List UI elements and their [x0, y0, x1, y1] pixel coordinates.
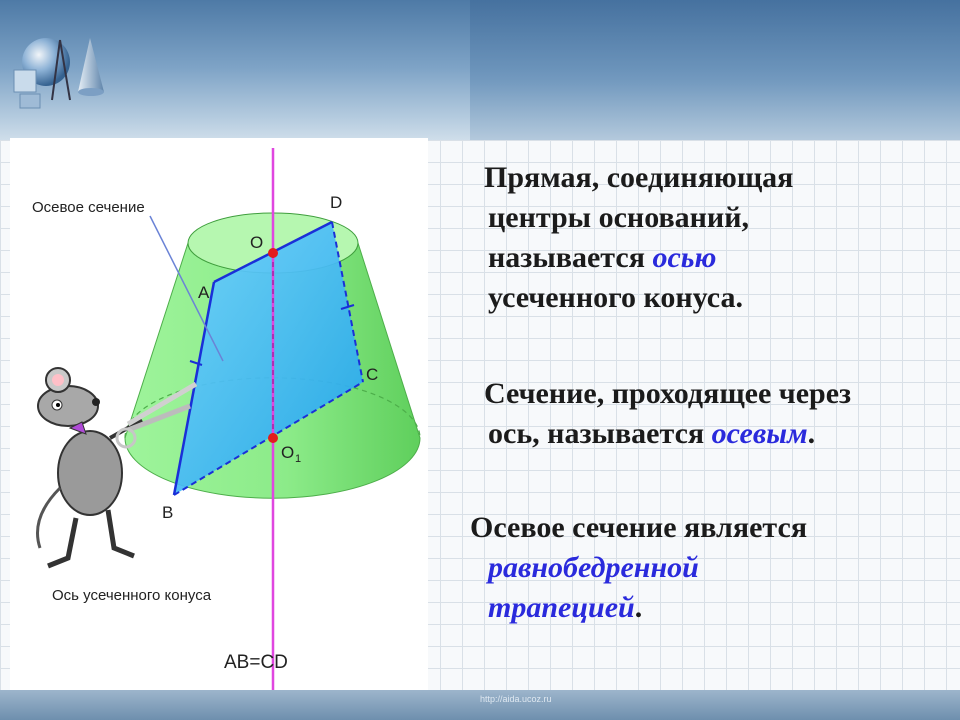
p1-line2: центры оснований, — [488, 201, 750, 234]
p1-line1: Прямая, соединяющая — [484, 161, 794, 194]
label-point-d: D — [330, 193, 343, 212]
label-axial-section: Осевое сечение — [32, 199, 145, 216]
p2-line2-end: . — [807, 417, 816, 450]
p1-line3 — [440, 238, 950, 278]
p1-line4: усеченного конуса. — [488, 281, 743, 314]
paragraph-axial-section-definition — [440, 374, 950, 454]
paragraph-axis-definition — [440, 158, 950, 318]
figure-panel — [10, 138, 428, 690]
p3-line2 — [440, 548, 950, 588]
p2-line2-text: ось, называется — [488, 417, 712, 450]
label-point-b: B — [162, 503, 174, 522]
point-o — [268, 248, 278, 258]
footer-site-url: http://aida.ucoz.ru — [480, 694, 552, 704]
p2-line2 — [440, 414, 950, 454]
formula-ab-cd: AB=CD — [224, 652, 288, 673]
label-point-a: A — [198, 283, 210, 302]
geometry-logo-icon — [8, 30, 118, 115]
term-trapezoid: трапецией — [488, 591, 635, 624]
p1-line3-text: называется — [488, 241, 653, 274]
p2-line1: Сечение, проходящее через — [484, 377, 852, 410]
p3-line3-end: . — [634, 591, 643, 624]
header-overlay — [470, 0, 960, 150]
term-axial: осевым — [711, 417, 808, 450]
footer-bar — [0, 690, 960, 720]
term-isosceles: равнобедренной — [488, 551, 699, 584]
label-point-o1: O — [281, 443, 295, 462]
p3-line3 — [440, 588, 950, 628]
label-point-o: O — [250, 233, 264, 252]
paragraph-trapezoid-property — [440, 508, 950, 628]
point-o1 — [268, 433, 278, 443]
label-point-c: C — [366, 365, 379, 384]
truncated-cone-figure — [10, 138, 428, 690]
p3-line1: Осевое сечение является — [470, 511, 808, 544]
label-point-o1-subscript: 1 — [295, 453, 302, 465]
label-axis: Ось усеченного конуса — [52, 587, 212, 604]
term-axis: осью — [652, 241, 717, 274]
